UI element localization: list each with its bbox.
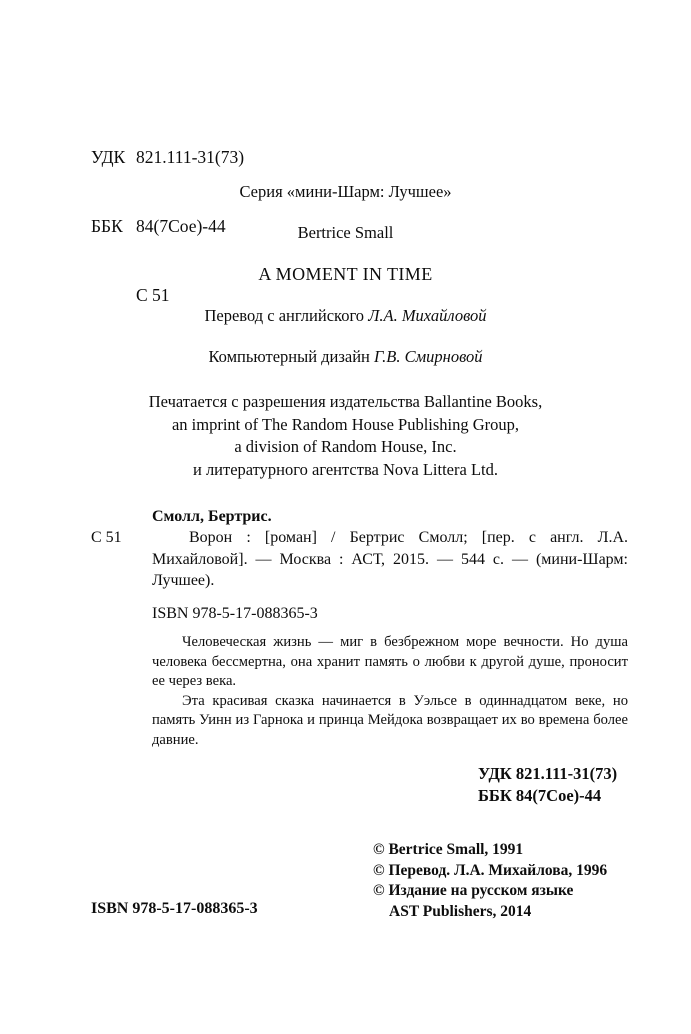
copyright-line-translation: © Перевод. Л.А. Михайлова, 1996: [373, 861, 608, 879]
annotation-paragraph-2: Эта красивая сказка начинается в Уэльсе в одиннадцатом веке, но память Уинн из Гарнока и принца Мейдока возвращает их во времена более давние.: [152, 692, 628, 748]
original-title-line: A MOMENT IN TIME: [258, 264, 433, 284]
catalog-body-wrap: [91, 527, 628, 592]
annotation-block: [152, 633, 628, 750]
copyright-line-author: © Bertrice Small, 1991: [373, 841, 524, 858]
shelf-mark-top: С 51: [136, 285, 170, 305]
original-author-line: Bertrice Small: [297, 223, 394, 242]
bbk-value-top: 84(7Сое)-44: [136, 216, 226, 236]
translation-credit-prefix: Перевод с английского: [204, 306, 369, 325]
series-line: Серия «мини-Шарм: Лучшее»: [239, 182, 452, 201]
catalog-description: Ворон : [роман] / Бертрис Смолл; [пер. с англ. Л.А. Михайловой]. — Москва : АСТ, 2015. — 544 с. — (мини-Шарм: Лучшее).: [152, 529, 628, 589]
isbn-inner: ISBN 978-5-17-088365-3: [152, 605, 318, 622]
bbk-label-top: ББК: [91, 216, 123, 236]
translation-credit-line: [0, 306, 691, 326]
udk-value-top: 821.111-31(73): [136, 147, 245, 167]
annotation-paragraph-1: Человеческая жизнь — миг в безбрежном море вечности. Но душа человека бессмертна, она хранит память о любви к другой душе, проносит ее через века.: [152, 634, 628, 689]
design-credit-line: [0, 347, 691, 367]
front-matter-block: [0, 182, 691, 481]
udk-row-top: [91, 146, 244, 169]
copyright-block: [373, 840, 607, 922]
udk-label-top: УДК: [91, 147, 126, 167]
classification-block-bottom: [478, 763, 617, 807]
copyright-line-publisher: AST Publishers, 2014: [389, 902, 532, 920]
designer-name: Г.В. Смирновой: [374, 347, 483, 366]
copyright-line-edition: © Издание на русском языке: [373, 882, 574, 899]
isbn-bottom: ISBN 978-5-17-088365-3: [91, 900, 258, 917]
design-credit-prefix: Компьютерный дизайн: [208, 347, 375, 366]
permission-block: [0, 391, 691, 481]
translator-name: Л.А. Михайловой: [368, 306, 487, 325]
udk-line-bottom: УДК 821.111-31(73): [478, 764, 618, 783]
permission-line-1: Печатается с разрешения издательства Ballantine Books,: [148, 392, 543, 411]
shelf-mark-catalog: С 51: [91, 529, 122, 546]
permission-line-3: a division of Random House, Inc.: [234, 437, 457, 456]
permission-line-2: an imprint of The Random House Publishing Group,: [171, 414, 520, 434]
permission-line-4: и литературного агентства Nova Littera Ltd.: [192, 459, 498, 479]
catalog-author-heading: Смолл, Бертрис.: [152, 508, 272, 525]
catalog-record-block: [91, 506, 628, 592]
bbk-line-bottom: ББК 84(7Сое)-44: [478, 786, 602, 805]
